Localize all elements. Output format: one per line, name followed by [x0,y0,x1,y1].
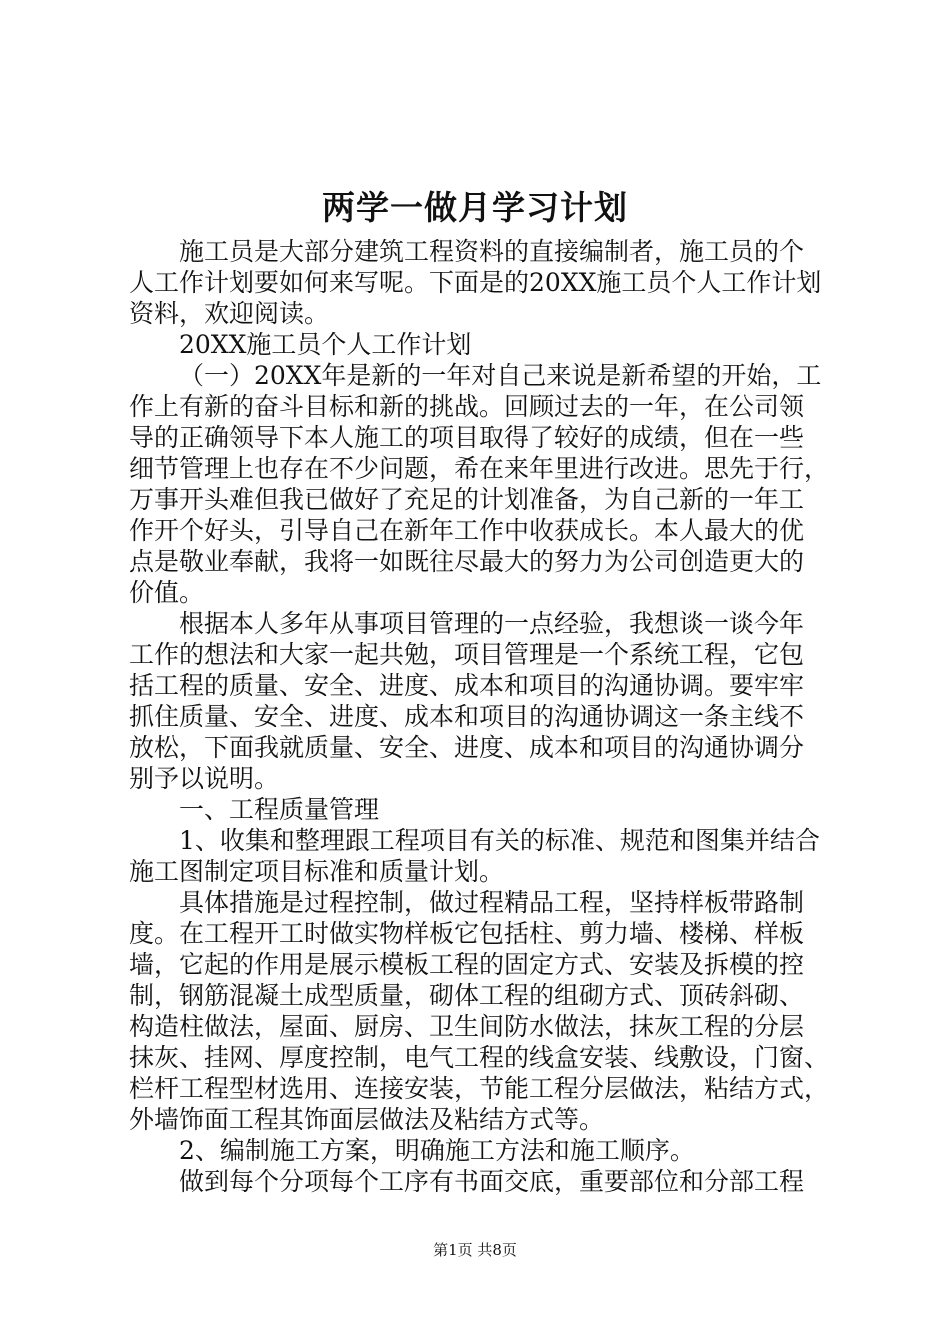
text-line: 墙，它起的作用是展示模板工程的固定方式、安装及拆模的控 [129,950,805,979]
text-line: 万事开头难但我已做好了充足的计划准备，为自己新的一年工 [129,485,805,514]
page-number: 第1页 共8页 [433,1241,517,1259]
text-line: 抹灰、挂网、厚度控制，电气工程的线盒安装、线敷设，门窗、 [129,1043,829,1072]
text-line: 括工程的质量、安全、进度、成本和项目的沟通协调。要牢牢 [129,671,805,700]
text-line: 具体措施是过程控制，做过程精品工程，坚持样板带路制 [179,888,805,917]
text-line: 资料，欢迎阅读。 [129,299,330,328]
text-line: 做到每个分项每个工序有书面交底，重要部位和分部工程 [179,1167,805,1196]
text-line: 制，钢筋混凝土成型质量，砌体工程的组砌方式、顶砖斜砌、 [129,981,805,1010]
text-line: 施工员是大部分建筑工程资料的直接编制者，施工员的个 [179,237,805,266]
text-line: 导的正确领导下本人施工的项目取得了较好的成绩，但在一些 [129,423,805,452]
document-body [129,236,829,1197]
text-line: 抓住质量、安全、进度、成本和项目的沟通协调这一条主线不 [129,702,805,731]
text-line: 施工图制定项目标准和质量计划。 [129,857,505,886]
text-line: 根据本人多年从事项目管理的一点经验，我想谈一谈今年 [179,609,805,638]
text-line: 别予以说明。 [129,764,280,793]
text-line: 2、编制施工方案，明确施工方法和施工顺序。 [179,1136,695,1165]
text-line: （一）20XX年是新的一年对自己来说是新希望的开始，工 [179,361,822,390]
text-line: 外墙饰面工程其饰面层做法及粘结方式等。 [129,1105,605,1134]
text-line: 栏杆工程型材选用、连接安装，节能工程分层做法，粘结方式， [129,1074,829,1103]
text-line: 1、收集和整理跟工程项目有关的标准、规范和图集并结合 [179,826,820,855]
text-line: 作开个好头，引导自己在新年工作中收获成长。本人最大的优 [129,516,805,545]
text-line: 价值。 [129,578,205,607]
text-line: 20XX施工员个人工作计划 [179,330,472,359]
text-line: 放松，下面我就质量、安全、进度、成本和项目的沟通协调分 [129,733,805,762]
text-line: 点是敬业奉献，我将一如既往尽最大的努力为公司创造更大的 [129,547,805,576]
text-line: 细节管理上也存在不少问题，希在来年里进行改进。思先于行， [129,454,829,483]
document-title: 两学一做月学习计划 [322,188,628,227]
text-line: 一、工程质量管理 [179,795,380,824]
text-line: 度。在工程开工时做实物样板它包括柱、剪力墙、楼梯、样板 [129,919,805,948]
text-line: 人工作计划要如何来写呢。下面是的20XX施工员个人工作计划 [129,268,822,297]
text-line: 构造柱做法，屋面、厨房、卫生间防水做法，抹灰工程的分层 [129,1012,805,1041]
text-line: 作上有新的奋斗目标和新的挑战。回顾过去的一年，在公司领 [129,392,805,421]
text-line: 工作的想法和大家一起共勉，项目管理是一个系统工程，它包 [129,640,805,669]
